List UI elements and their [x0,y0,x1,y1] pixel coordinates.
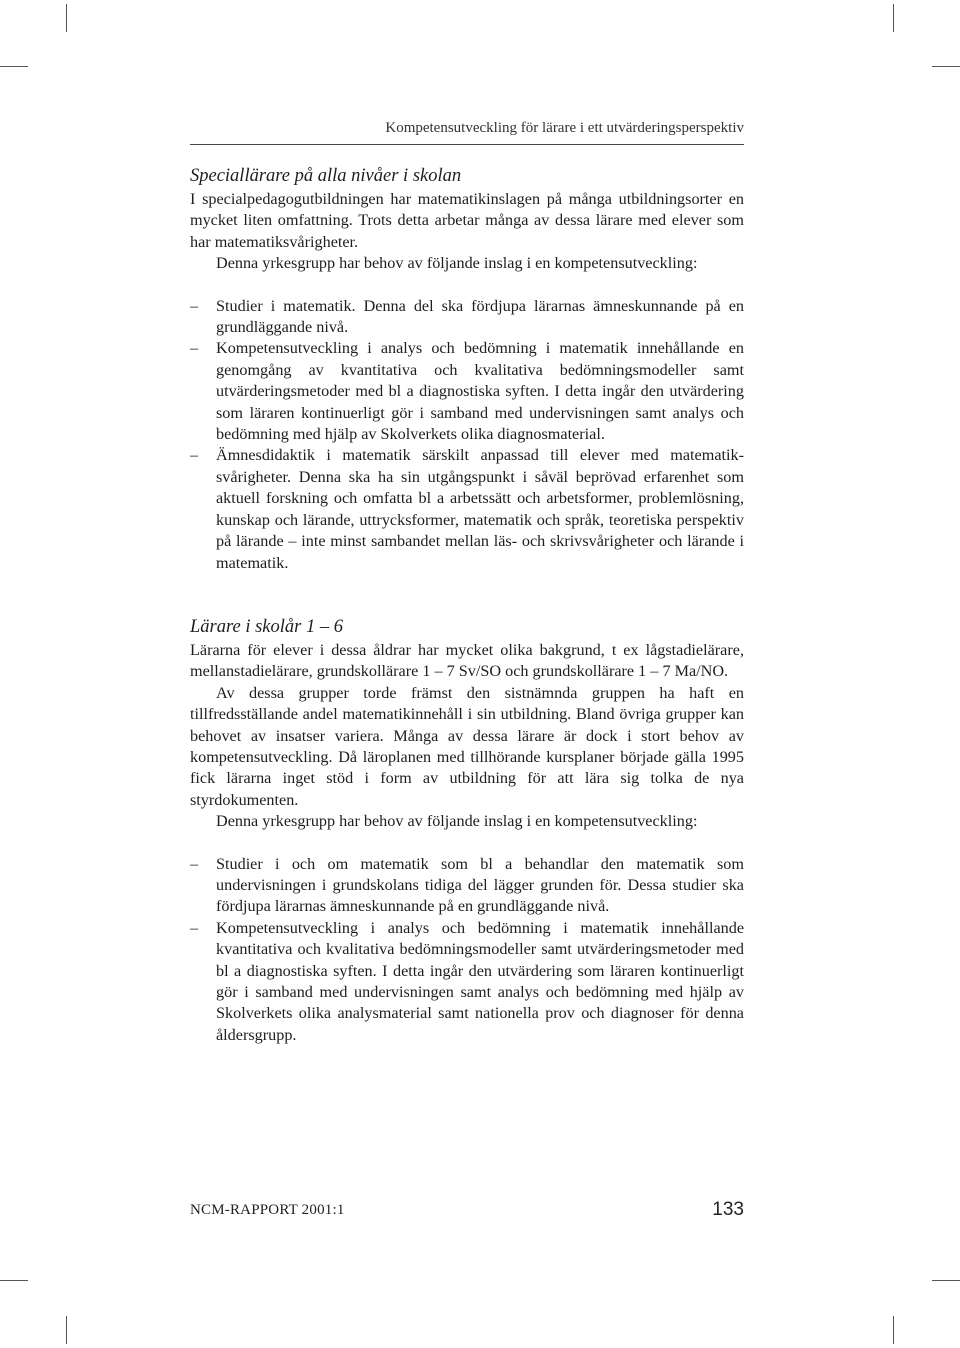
dash-bullet: – [190,854,199,873]
list-item-text: Studier i matematik. Denna del ska fördjupa lärarnas ämneskunnande på en grundläggande nivå. [216,296,744,337]
crop-mark-left-upper [0,66,28,67]
list-item-text: Studier i och om matematik som bl a behandlar den matematik som undervisningen i grundskolans tidiga del lägger grunden för. Dessa studier ska fördjupa lärarnas ämneskunnande på en grundläggande nivå. [216,854,744,916]
crop-mark-top-left [66,4,67,32]
header-rule [190,144,744,145]
paragraph: Lärarna för elever i dessa åldrar har mycket olika bakgrund, t ex lågstadielärare, mellanstadielärare, grundskollärare 1 – 7 Sv/SO och grundskollärare 1 – 7 Ma/NO. [190,640,744,681]
list-item [190,296,744,339]
crop-mark-bottom-left [66,1316,67,1344]
dash-bullet: – [190,918,199,937]
dash-bullet: – [190,339,199,358]
page-number: 133 [712,1199,744,1220]
crop-mark-left-lower [0,1280,28,1281]
list-item-text: Ämnesdidaktik i matematik särskilt anpassad till elever med matematiksvårigheter. Denna ska ha sin utgångspunkt i såväl beprövad erfarenhet som aktuell forskning och omfatta bl a arbetssätt och arbetsformer, problemlösning, kunskap och lärande, uttrycksformer, matematik och språk, teoretiska perspektiv på lärande – inte minst sambandet mellan läs- och skrivsvårigheter och lärande i matematik. [216,446,744,572]
section-title-skolar: Lärare i skolår 1 – 6 [190,616,343,637]
paragraph: Av dessa grupper torde främst den sistnämnda gruppen ha haft en tillfredsställande andel matematikinnehåll i sin utbildning. Bland övriga grupper kan behovet av insatser variera. Många av dessa lärare är dock i stort behov av kompetensutveckling. Då läroplanen med tillhörande kursplaner började gälla 1995 fick lärarna inget stöd i form av utbildning för att lära sig tolka de nya styrdokumenten. [190,683,744,809]
dash-bullet: – [190,296,199,315]
dash-list-skolar [190,854,744,1047]
dash-list-speciallarare [190,296,744,574]
list-item [190,338,744,445]
crop-mark-right-upper [932,66,960,67]
crop-mark-bottom-right [893,1316,894,1344]
paragraph: I specialpedagogutbildningen har matematikinslagen på många utbildningsorter en mycket liten omfattning. Trots detta arbetar många av dessa lärare med elever som har matematiksvårigheter. [190,190,744,251]
running-header: Kompetensutveckling för lärare i ett utvärderingsperspektiv [385,120,744,136]
crop-mark-right-lower [932,1280,960,1281]
page-body [190,164,744,1046]
paragraph: Denna yrkesgrupp har behov av följande inslag i en kompetensutveckling: [216,812,698,831]
crop-mark-top-right [893,4,894,32]
list-item [190,445,744,573]
list-item-text: Kompetensutveckling i analys och bedömning i matematik innehållande kvantitativa och kvalitativa bedömningsmodeller samt utvärderingsmetoder med bl a diagnostiska syften. I detta ingår den utvärdering som läraren kontinuerligt gör i samband med undervisningen samt analys och bedömning med hjälp av Skolverkets olika analysmaterial samt nationella prov och diagnoser för denna åldersgrupp. [216,918,744,1044]
paragraph: Denna yrkesgrupp har behov av följande inslag i en kompetensutveckling: [216,254,698,273]
section-title-speciallarare: Speciallärare på alla nivåer i skolan [190,166,462,186]
footer-publication: NCM-RAPPORT 2001:1 [190,1202,345,1218]
list-item [190,854,744,918]
list-item-text: Kompetensutveckling i analys och bedömning i matematik innehållande en genomgång av kvantitativa och kvalitativa bedömningsmodeller samt utvärderingsmetoder med bl a diagnostiska syften. I detta ingår den utvärdering som läraren kontinuerligt gör i samband med undervisningen samt analys och bedömning med hjälp av Skolverkets olika diagnosmaterial. [216,339,744,444]
dash-bullet: – [190,446,199,465]
list-item [190,918,744,1046]
